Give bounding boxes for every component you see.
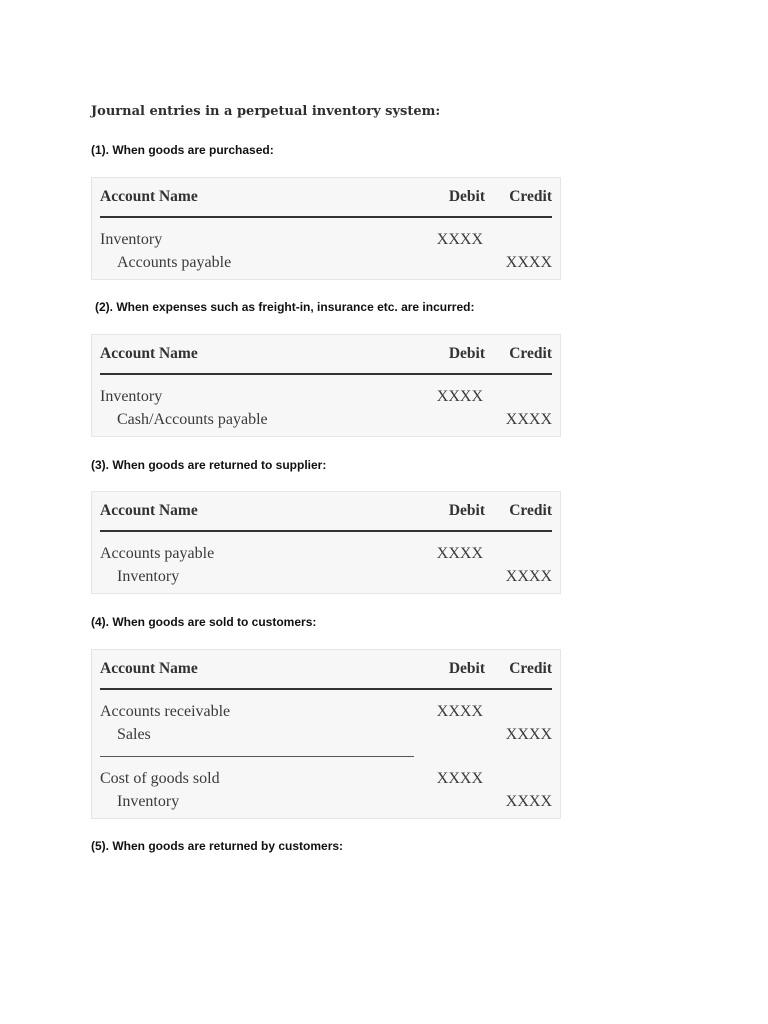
table-row bbox=[92, 408, 560, 431]
column-header-credit: Credit bbox=[509, 502, 552, 519]
section-heading-5: (5). When goods are returned by customers: bbox=[91, 839, 344, 853]
table-row bbox=[92, 251, 560, 274]
table-row bbox=[92, 723, 560, 746]
column-header-account: Account Name bbox=[100, 345, 198, 362]
journal-table-4 bbox=[91, 649, 561, 819]
debit-amount: XXXX bbox=[436, 388, 483, 405]
credit-amount: XXXX bbox=[505, 726, 552, 743]
column-header-credit: Credit bbox=[509, 345, 552, 362]
table-row bbox=[92, 767, 560, 790]
page-title: Journal entries in a perpetual inventory system: bbox=[91, 104, 441, 119]
account-name: Inventory bbox=[100, 231, 163, 248]
column-header-credit: Credit bbox=[509, 188, 552, 205]
entry-divider bbox=[100, 756, 414, 757]
credit-amount: XXXX bbox=[505, 411, 552, 428]
table-row bbox=[92, 700, 560, 723]
debit-amount: XXXX bbox=[436, 231, 483, 248]
journal-table-1 bbox=[91, 177, 561, 280]
table-row bbox=[92, 542, 560, 565]
table-row bbox=[92, 385, 560, 408]
account-name: Inventory bbox=[117, 793, 180, 810]
account-name: Accounts payable bbox=[117, 254, 232, 271]
debit-amount: XXXX bbox=[436, 703, 483, 720]
table-header bbox=[100, 178, 552, 218]
journal-table-2 bbox=[91, 334, 561, 437]
section-heading-3: (3). When goods are returned to supplier: bbox=[91, 458, 327, 472]
column-header-account: Account Name bbox=[100, 660, 198, 677]
table-row bbox=[92, 565, 560, 588]
account-name: Sales bbox=[117, 726, 151, 743]
column-header-account: Account Name bbox=[100, 502, 198, 519]
credit-amount: XXXX bbox=[505, 568, 552, 585]
debit-amount: XXXX bbox=[436, 770, 483, 787]
section-heading-4: (4). When goods are sold to customers: bbox=[91, 615, 317, 629]
section-heading-1: (1). When goods are purchased: bbox=[91, 143, 274, 157]
account-name: Cash/Accounts payable bbox=[117, 411, 268, 428]
column-header-debit: Debit bbox=[448, 502, 485, 519]
account-name: Accounts payable bbox=[100, 545, 215, 562]
column-header-account: Account Name bbox=[100, 188, 198, 205]
credit-amount: XXXX bbox=[505, 254, 552, 271]
table-row bbox=[92, 790, 560, 813]
account-name: Inventory bbox=[100, 388, 163, 405]
column-header-debit: Debit bbox=[448, 188, 485, 205]
debit-amount: XXXX bbox=[436, 545, 483, 562]
journal-table-3 bbox=[91, 491, 561, 594]
column-header-debit: Debit bbox=[448, 660, 485, 677]
table-header bbox=[100, 650, 552, 690]
table-header bbox=[100, 492, 552, 532]
credit-amount: XXXX bbox=[505, 793, 552, 810]
account-name: Cost of goods sold bbox=[100, 770, 220, 787]
table-row bbox=[92, 228, 560, 251]
table-header bbox=[100, 335, 552, 375]
column-header-debit: Debit bbox=[448, 345, 485, 362]
account-name: Inventory bbox=[117, 568, 180, 585]
column-header-credit: Credit bbox=[509, 660, 552, 677]
section-heading-2: (2). When expenses such as freight-in, insurance etc. are incurred: bbox=[95, 300, 475, 314]
account-name: Accounts receivable bbox=[100, 703, 231, 720]
